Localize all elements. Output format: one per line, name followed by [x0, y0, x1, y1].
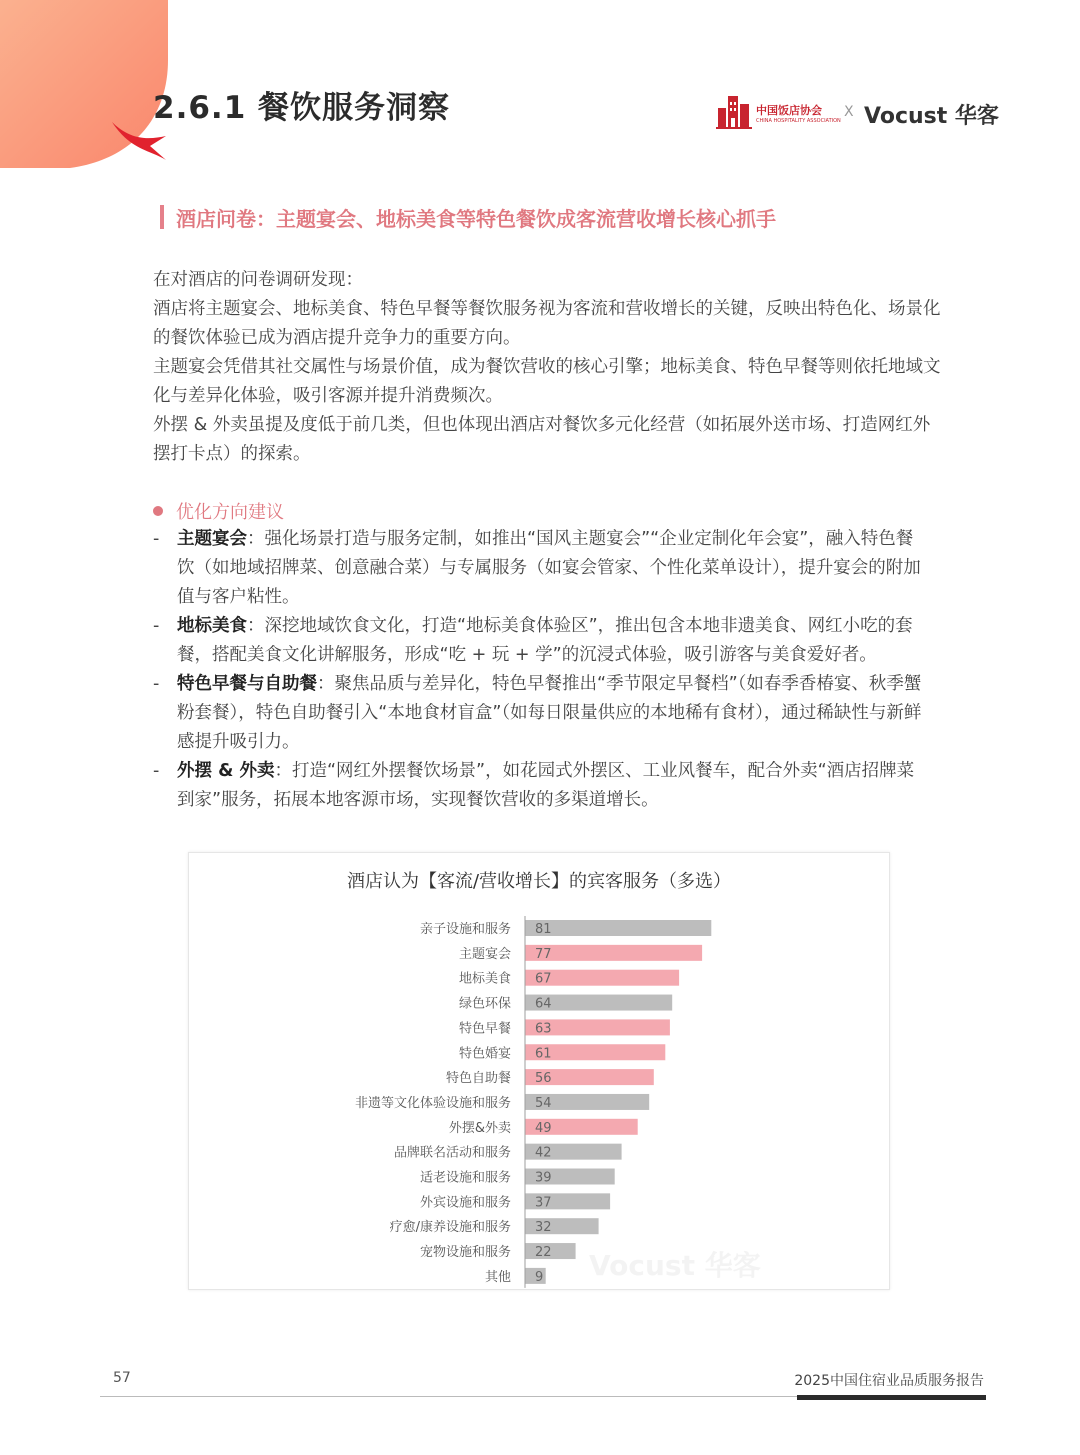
body-paragraph: 主题宴会凭借其社交属性与场景价值，成为餐饮营收的核心引擎；地标美食、特色早餐等则依托地域文化与差异化体验，吸引客源并提升消费频次。 — [153, 357, 941, 406]
data-label-2: 67 — [535, 971, 552, 987]
chart-title: 酒店认为【客流/营收增长】的宾客服务（多选） — [346, 871, 732, 892]
logo-separator: X — [844, 104, 854, 120]
category-label-9: 品牌联名活动和服务 — [393, 1145, 511, 1161]
report-name: 2025中国住宿业品质服务报告 — [794, 1373, 984, 1389]
item-text: ：打造“网红外摆餐饮场景”，如花园式外摆区、工业风餐车，配合外卖“酒店招牌菜到家”服务，拓展本地客源市场，实现餐饮营收的多渠道增长。 — [177, 761, 915, 810]
category-label-11: 外宾设施和服务 — [419, 1195, 511, 1211]
category-label-4: 特色早餐 — [458, 1021, 511, 1037]
page-number: 57 — [113, 1370, 131, 1386]
data-label-10: 39 — [535, 1170, 552, 1186]
category-label-3: 绿色环保 — [458, 996, 511, 1012]
cha-logo-name: 中国饭店协会 — [756, 104, 822, 117]
data-label-8: 49 — [535, 1120, 552, 1136]
dash-bullet: - — [153, 761, 160, 781]
data-label-11: 37 — [535, 1195, 552, 1211]
category-label-1: 主题宴会 — [458, 946, 511, 962]
suggestions-title: 优化方向建议 — [176, 502, 284, 523]
data-label-0: 81 — [535, 922, 552, 937]
category-label-2: 地标美食 — [458, 971, 511, 987]
item-text: ：深挖地域饮食文化，打造“地标美食体验区”，推出包含本地非遗美食、网红小吃的套餐，搭配美食文化讲解服务，形成“吃 + 玩 + 学”的沉浸式体验，吸引游客与美食爱好者。 — [177, 616, 913, 665]
bar-chart — [189, 853, 889, 1289]
body-text — [153, 266, 943, 469]
item-label: 外摆 & 外卖 — [177, 761, 275, 781]
data-label-3: 64 — [535, 996, 552, 1012]
chart-watermark: Vocust 华客 — [589, 1249, 761, 1282]
suggestions-list — [153, 525, 928, 815]
item-label: 特色早餐与自助餐 — [177, 674, 317, 694]
section-title: 2.6.1 餐饮服务洞察 — [153, 90, 451, 126]
footer-accent-bar — [797, 1395, 986, 1400]
category-label-8: 外摆&外卖 — [448, 1120, 511, 1136]
body-paragraph: 酒店将主题宴会、地标美食、特色早餐等餐饮服务视为客流和营收增长的关键，反映出特色化、场景化的餐饮体验已成为酒店提升竞争力的重要方向。 — [153, 299, 941, 348]
cha-logo — [716, 92, 841, 132]
body-paragraph: 在对酒店的问卷调研发现： — [153, 270, 363, 290]
data-label-12: 32 — [535, 1220, 552, 1236]
item-label: 地标美食 — [177, 616, 247, 636]
dash-bullet: - — [153, 616, 160, 636]
subtitle-bar — [160, 205, 164, 229]
bullet-dot-icon — [153, 506, 163, 516]
item-text: ：强化场景打造与服务定制，如推出“国风主题宴会”“企业定制化年会宴”，融入特色餐饮（如地域招牌菜、创意融合菜）与专属服务（如宴会管家、个性化菜单设计），提升宴会的附加值与客户粘性。 — [177, 529, 921, 607]
bar-0 — [525, 920, 711, 936]
list-item — [153, 757, 928, 815]
data-label-5: 61 — [535, 1046, 552, 1062]
category-label-7: 非遗等文化体验设施和服务 — [354, 1095, 511, 1111]
chart-card — [188, 852, 890, 1290]
data-label-1: 77 — [535, 946, 552, 962]
data-label-4: 63 — [535, 1021, 552, 1037]
subtitle-text: 酒店问卷：主题宴会、地标美食等特色餐饮成客流营收增长核心抓手 — [176, 206, 776, 231]
suggestions-heading — [153, 498, 284, 524]
data-label-13: 22 — [535, 1245, 552, 1261]
bar-1 — [525, 945, 702, 961]
list-item — [153, 612, 928, 670]
list-item — [153, 525, 928, 612]
body-paragraph: 外摆 & 外卖虽提及度低于前几类，但也体现出酒店对餐饮多元化经营（如拓展外送市场、打造网红外摆打卡点）的探索。 — [153, 415, 931, 464]
cha-building-icon — [716, 94, 752, 130]
vocust-logo: Vocust 华客 — [864, 104, 999, 129]
item-text: ：聚焦品质与差异化，特色早餐推出“季节限定早餐档”（如春季香椿宴、秋季蟹粉套餐），特色自助餐引入“本地食材盲盒”（如每日限量供应的本地稀有食材），通过稀缺性与新鲜感提升吸引力。 — [177, 674, 922, 752]
list-item — [153, 670, 928, 757]
data-label-9: 42 — [535, 1145, 552, 1161]
category-label-0: 亲子设施和服务 — [419, 922, 511, 937]
category-label-14: 其他 — [484, 1269, 511, 1285]
data-label-6: 56 — [535, 1071, 552, 1087]
dash-bullet: - — [153, 529, 160, 549]
partner-logos — [716, 92, 999, 132]
data-label-7: 54 — [535, 1095, 552, 1111]
category-label-12: 疗愈/康养设施和服务 — [389, 1220, 511, 1236]
dash-bullet: - — [153, 674, 160, 694]
data-label-14: 9 — [535, 1269, 544, 1285]
subtitle-heading — [160, 203, 776, 231]
category-label-10: 适老设施和服务 — [419, 1170, 511, 1186]
item-label: 主题宴会 — [177, 529, 247, 549]
cha-logo-subtitle: CHINA HOSPITALITY ASSOCIATION — [756, 118, 841, 124]
category-label-6: 特色自助餐 — [445, 1071, 511, 1087]
category-label-5: 特色婚宴 — [458, 1046, 511, 1062]
category-label-13: 宠物设施和服务 — [419, 1245, 511, 1261]
